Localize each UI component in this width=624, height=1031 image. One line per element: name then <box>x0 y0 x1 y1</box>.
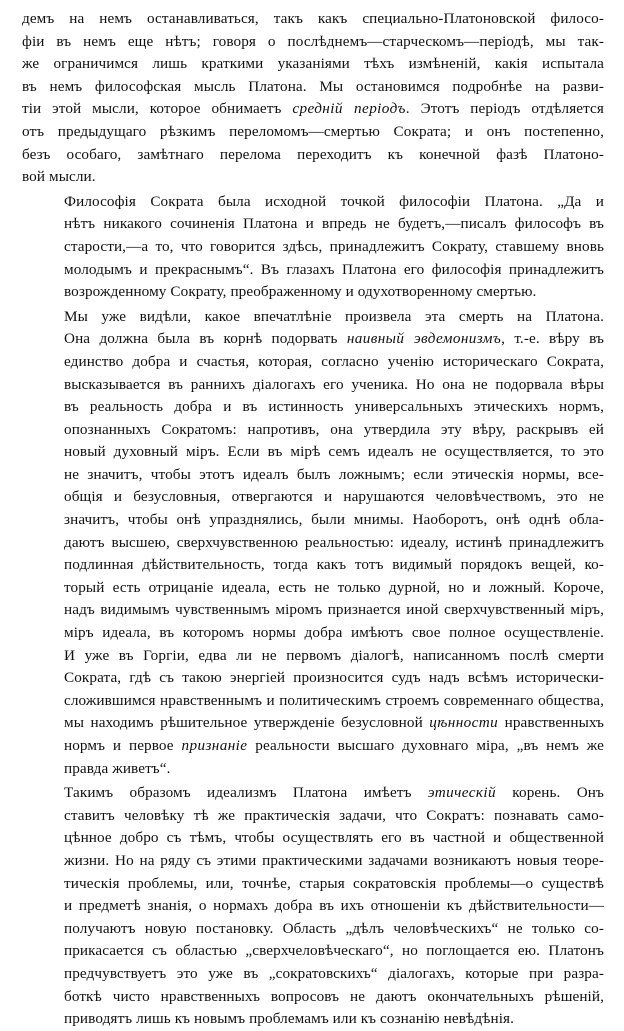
text-line <box>22 191 604 214</box>
text-run: прикасается съ областью „сверхчеловѣческаго“, но поглощается ею. Платонъ <box>64 942 604 960</box>
text-run: нравственныхъ <box>498 714 604 732</box>
text-run: торый есть отрицаніе идеала, есть не только дурной, но и ложный. Короче, <box>64 578 604 596</box>
text-line <box>22 419 604 442</box>
text-line <box>22 712 604 735</box>
text-line <box>22 306 604 329</box>
text-line <box>22 532 604 555</box>
text-run: отъ предыдущаго рѣзкимъ переломомъ—смертью Сократа; и онъ постепенно, <box>22 122 604 140</box>
text-run: Сократа, гдѣ съ такою энергіей произносится судъ надъ всѣмъ исторически- <box>64 669 604 687</box>
text-run: цѣнное добро съ тѣмъ, чтобы осуществлять его въ частной и общественной <box>64 829 604 847</box>
text-run: опознанныхъ Сократомъ: напротивъ, она утвердила эту вѣру, раскрывъ ей <box>64 420 604 438</box>
text-run: возрожденному Сократу, преображенному и одухотворенному смертью. <box>64 283 537 301</box>
text-line <box>22 986 604 1009</box>
text-run: тіи этой мысли, которое обнимаетъ <box>22 100 293 118</box>
body-paragraph <box>22 8 604 189</box>
text-line <box>22 645 604 668</box>
text-run: въ немъ философская мысль Платона. Мы остановимся подробнѣе на разви- <box>22 77 604 95</box>
text-run: . Этотъ періодъ отдѣляется <box>405 100 604 118</box>
text-run: , т.-е. вѣру въ <box>501 330 604 348</box>
text-run: значитъ, чтобы онѣ упразднялись, были мнимы. Наоборотъ, онѣ однѣ обла- <box>64 511 604 529</box>
text-run: сложившимся нравственнымъ и политическимъ строемъ современнаго общества, <box>64 691 604 709</box>
text-line <box>22 441 604 464</box>
text-run: вой мысли. <box>22 168 96 186</box>
text-run: же ограничимся лишь краткими указаніями тѣхъ измѣненій, какія испытала <box>22 55 604 73</box>
text-line <box>22 918 604 941</box>
text-run: старости,—а то, что говорится здѣсь, принадлежитъ Сократу, ставшему вновь <box>64 237 604 255</box>
text-run: въ реальность добра и въ истинность универсальныхъ этическихъ нормъ, <box>64 398 604 416</box>
text-run: получаютъ новую постановку. Область „дѣлъ человѣческихъ“ не только со- <box>64 919 604 937</box>
text-run: нормъ и первое <box>64 737 182 754</box>
text-line <box>22 374 604 397</box>
text-line <box>22 895 604 918</box>
text-run: ставитъ человѣку тѣ же практическія задачи, что Сократъ: познавать само- <box>64 806 604 824</box>
text-line <box>22 121 604 144</box>
text-line <box>22 827 604 850</box>
text-line <box>22 144 604 167</box>
text-line <box>22 31 604 54</box>
text-run: подлинная дѣйствительность, тогда какъ тотъ видимый порядокъ вещей, ко- <box>64 556 604 574</box>
text-line <box>22 76 604 99</box>
text-run: даютъ высшею, сверхчувственною реальностью: идеалу, истинѣ принадлежитъ <box>64 533 604 551</box>
text-line <box>22 850 604 873</box>
text-line <box>22 8 604 31</box>
text-run: приводятъ лишь къ новымъ проблемамъ или къ сознанію невѣдѣнія. <box>64 1010 515 1028</box>
text-run: предчувствуетъ это уже въ „сократовскихъ“ діалогахъ, которые при разра- <box>64 964 604 982</box>
emphasis-text: признаніе <box>181 737 248 754</box>
text-line <box>22 281 604 304</box>
text-run: Философія Сократа была исходной точкой философіи Платона. „Да и <box>64 192 604 210</box>
text-run: Она должна была въ корнѣ подорвать <box>64 330 347 348</box>
text-run: боткѣ чисто нравственныхъ вопросовъ не даютъ окончательныхъ рѣшеній, <box>64 987 604 1005</box>
emphasis-text: этическій <box>427 784 496 802</box>
text-line <box>22 464 604 487</box>
text-line <box>22 577 604 600</box>
emphasis-text: наивный эвдемонизмъ <box>346 330 502 348</box>
text-line <box>22 259 604 282</box>
text-run: не значитъ, чтобы этотъ идеалъ былъ ложнымъ; если этическія нормы, все- <box>64 465 604 483</box>
text-line <box>22 622 604 645</box>
text-line <box>22 328 604 351</box>
text-line <box>22 735 604 758</box>
text-line <box>22 782 604 805</box>
text-run: Мы уже видѣли, какое впечатлѣніе произвела эта смерть на Платона. <box>64 307 604 325</box>
text-line <box>22 667 604 690</box>
emphasis-text: цѣнности <box>429 714 499 732</box>
text-line <box>22 758 604 781</box>
text-line <box>22 599 604 622</box>
text-line <box>22 873 604 896</box>
text-run: демъ на немъ останавливаться, такъ какъ специально-Платоновской филосо- <box>22 10 604 27</box>
text-line <box>22 690 604 713</box>
text-run: Такимъ образомъ идеализмъ Платона имѣетъ <box>64 784 428 802</box>
text-line <box>22 236 604 259</box>
text-run: новый духовный міръ. Если въ мірѣ семъ идеалъ не осуществляется, то это <box>64 443 604 461</box>
text-line <box>22 940 604 963</box>
text-line <box>22 213 604 236</box>
text-line <box>22 396 604 419</box>
body-paragraph <box>22 306 604 780</box>
text-line <box>22 805 604 828</box>
body-paragraph <box>22 782 604 1031</box>
text-line <box>22 351 604 374</box>
text-line <box>22 509 604 532</box>
text-line <box>22 1008 604 1031</box>
text-run: міръ идеала, въ которомъ нормы добра имѣютъ свое полное осуществленіе. <box>64 624 604 642</box>
text-run: общія и безусловныя, отвергаются и нарушаются человѣчествомъ, это не <box>64 488 604 506</box>
text-line <box>22 486 604 509</box>
text-run: жизни. Но на ряду съ этими практическими задачами возникаютъ новыя теоре- <box>64 851 604 869</box>
body-paragraph <box>22 191 604 304</box>
text-run: тическія проблемы, или, точнѣе, старыя сократовскія проблемы—о существѣ <box>64 874 604 892</box>
emphasis-text: средній періодъ <box>292 100 406 118</box>
text-run: реальности высшаго духовнаго міра, „въ немъ же <box>247 737 604 754</box>
text-line <box>22 963 604 986</box>
text-run: фіи въ немъ еще нѣтъ; говоря о послѣднемъ—старческомъ—періодѣ, мы так- <box>22 32 604 50</box>
text-run: И уже въ Горгіи, едва ли не первомъ діалогѣ, написанномъ послѣ смерти <box>64 646 604 664</box>
text-run: молодымъ и прекраснымъ“. Въ глазахъ Платона его философія принадлежитъ <box>64 260 604 278</box>
text-line <box>22 554 604 577</box>
text-run: корень. Онъ <box>495 784 604 802</box>
text-run: единство добра и счастья, которая, согласно ученію историческаго Сократа, <box>64 352 604 370</box>
text-run: безъ особаго, замѣтнаго перелома переходитъ къ конечной фазѣ Платоно- <box>22 145 604 163</box>
text-run: мы находимъ рѣшительное утвержденіе безусловной <box>64 714 430 732</box>
text-line <box>22 53 604 76</box>
text-run: правда живетъ“. <box>64 759 171 777</box>
text-run: высказывается въ раннихъ діалогахъ его ученика. Но она не подорвала вѣры <box>64 375 604 393</box>
text-run: надъ видимымъ чувственнымъ міромъ признается иной сверхчувственный міръ, <box>64 601 604 619</box>
text-line <box>22 98 604 121</box>
text-run: нѣтъ никакого сочиненія Платона и впредь не будетъ,—писалъ философъ въ <box>64 215 604 233</box>
text-run: и предметѣ знанія, о нормахъ добра въ ихъ отношеніи къ дѣйствительности— <box>64 897 604 915</box>
text-line <box>22 166 604 189</box>
